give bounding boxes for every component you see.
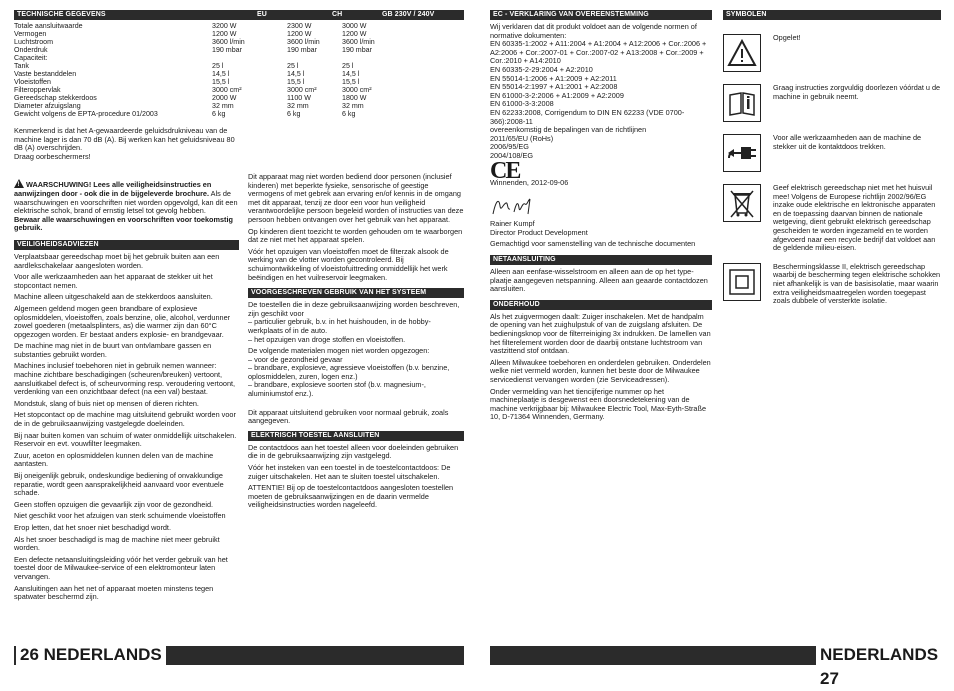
spec-cell-eu: 3200 W	[212, 22, 237, 30]
noise-info	[14, 127, 239, 161]
spec-cell-gb: 6 kg	[342, 110, 356, 118]
connect-list	[248, 444, 464, 510]
col-gb: GB 230V / 240V	[382, 11, 435, 18]
spec-cell-label: Gewicht volgens de EPTA-procedure 01/2003	[14, 110, 158, 118]
ce-mark: CE	[490, 157, 520, 184]
net-text: Alleen aan eenfase-wisselstroom en alleen aan de op het type-plaatje aangegeven netspanning. Alleen aan geaarde contactdozen aansluiten.	[490, 267, 708, 294]
safety-paragraph: Zuur, aceton en oplosmiddelen kunnen delen van de machine aantasten.	[14, 450, 214, 469]
spec-cell-label: Vermogen	[14, 30, 47, 38]
ec-line: EN 61000-3-2:2006 + A1:2009 + A2:2009	[490, 90, 624, 100]
left-page-lang: NEDERLANDS	[43, 645, 162, 664]
safety-paragraph: Mondstuk, slang of buis niet op mensen of dieren richten.	[14, 398, 199, 408]
maintenance-paragraph: Alleen Milwaukee toebehoren en onderdelen gebruiken. Onderdelen welke niet vermeld worden, kunnen het beste door de Milwaukee servicedienst vervangen worden (zie Serviceadressen).	[490, 357, 711, 384]
spec-cell-ch: 32 mm	[287, 102, 309, 110]
intended-use-header: VOORGESCHREVEN GEBRUIK VAN HET SYSTEEM	[248, 288, 464, 298]
symbol-row-manual	[723, 84, 941, 122]
ec-line: overeenkomstig de bepalingen van de richtlijnen	[490, 125, 647, 135]
warning-icon	[723, 34, 761, 72]
spec-cell-label: Luchtstroom	[14, 38, 54, 46]
manual-icon	[723, 84, 761, 122]
safety-paragraph: Het stopcontact op de machine mag uitsluitend gebruikt worden voor de in de gebruiksaanwijzing vastgelegde doeleinden.	[14, 410, 236, 429]
spec-cell-gb: 3000 cm²	[342, 86, 372, 94]
intended-list	[248, 318, 464, 344]
intended-item: – het opzuigen van droge stoffen en vloeistoffen.	[248, 334, 406, 344]
materials-intro: De volgende materialen mogen niet worden opgezogen:	[248, 346, 430, 356]
intended-outro: Dit apparaat uitsluitend gebruiken voor normaal gebruik, zoals aangegeven.	[248, 407, 449, 426]
spec-cell-eu: 190 mbar	[212, 46, 242, 54]
ec-line: Wij verklaren dat dit produkt voldoet aan de volgende normen of normative dokumenten:	[490, 22, 697, 40]
spec-row	[14, 86, 464, 94]
safety-paragraph: De machine mag niet in de buurt van ontvlambare gassen en substanties gebruikt worden.	[14, 341, 212, 359]
maintenance-header: ONDERHOUD	[490, 300, 712, 310]
spec-cell-eu: 25 l	[212, 62, 224, 70]
spec-cell-gb: 1800 W	[342, 94, 367, 102]
mid-paragraphs	[248, 173, 464, 282]
ec-line: EN 60335-2-29:2004 + A2:2010	[490, 64, 593, 74]
warning-icon	[14, 179, 24, 188]
spec-cell-gb: 3600 l/min	[342, 38, 375, 46]
maintenance-paragraph: Als het zuigvermogen daalt: Zuiger inschakelen. Met de handpalm de opening van het zuighulpstuk of van de zuigslang afsluiten. De bedieningsknop voor de filterreiniging 3x indrukken. De lamellen van het filterelement worden door de daarbij ontstane luchtstroom van vastzittend stof ontdaan.	[490, 311, 711, 356]
materials-item: – brandbare, explosieve soorten stof (b.v. magnesium-, aluminiumstof enz.).	[248, 380, 426, 399]
symbol-text-warning: Opgelet!	[773, 33, 801, 42]
intended-item: – particulier gebruik, b.v. in het huishouden, in de hobby-werkplaats of in de auto.	[248, 317, 431, 335]
ec-line: EN 55014-1:2006 + A1:2009 + A2:2011	[490, 73, 617, 83]
left-page-number: 26	[20, 645, 39, 664]
spec-cell-label: Tank	[14, 62, 29, 70]
safety-paragraph: Verplaatsbaar gereedschap moet bij het gebruik buiten aan een aardlekschakelaar aangesloten worden.	[14, 251, 220, 270]
spec-row	[14, 78, 464, 86]
maintenance-list	[490, 313, 712, 422]
noise-text-2: Draag oorbeschermers!	[14, 151, 91, 161]
mid-paragraph: Dit apparaat mag niet worden bediend door personen (inclusief kinderen) met beperkte fysieke, sensorische of geestige vermogens of met gebrek aan ervaring en/of kennis in de omgang met dit apparaat, tenzij ze door een voor hun veiligheid verantwoordelijke persoon begeleid worden of instructies van deze persoon hebben ontvangen over het gebruik van het apparaat.	[248, 172, 464, 224]
spec-row	[14, 46, 464, 54]
spec-cell-label: Onderdruk	[14, 46, 48, 54]
spec-cell-gb: 32 mm	[342, 102, 364, 110]
spec-cell-eu: 1200 W	[212, 30, 237, 38]
spec-cell-eu	[212, 54, 287, 62]
spec-cell-label: Capaciteit:	[14, 54, 48, 62]
safety-paragraph: Niet geschikt voor het afzuigen van sterk schuimende vloeistoffen	[14, 511, 226, 521]
class-ii-icon	[723, 263, 761, 301]
symbol-row-unplug	[723, 134, 941, 172]
spec-cell-eu: 2000 W	[212, 94, 237, 102]
spec-cell-label: Diameter afzuigslang	[14, 102, 81, 110]
spec-cell-gb: 15,5 l	[342, 78, 360, 86]
signer-auth: Gemachtigd voor samenstelling van de technische documenten	[490, 239, 696, 249]
right-column-2	[723, 10, 941, 306]
spec-row	[14, 70, 464, 78]
ec-line: 2011/65/EU (RoHs)	[490, 133, 554, 143]
spec-cell-ch: 25 l	[287, 62, 299, 70]
warning-block	[14, 179, 239, 233]
signer-title: Director Product Development	[490, 227, 588, 237]
spec-cell-label: Gereedschap stekkerdoos	[14, 94, 97, 102]
symbols-header: SYMBOLEN	[723, 10, 941, 20]
spec-cell-eu: 14,5 l	[212, 70, 230, 78]
spec-cell-label: Totale aansluitwaarde	[14, 22, 83, 30]
spec-cell-gb: 25 l	[342, 62, 354, 70]
spec-row	[14, 94, 464, 102]
spec-row	[14, 62, 464, 70]
safety-paragraph: Bij naar buiten komen van schuim of water onmiddellijk uitschakelen. Reservoir en evt. vouwfilter leegmaken.	[14, 430, 237, 449]
spec-cell-eu: 32 mm	[212, 102, 234, 110]
left-page-label	[16, 643, 166, 667]
symbol-text-weee: Geef elektrisch gereedschap niet met het huisvuil mee! Volgens de Europese richtlijn 2002/96/EG inzake oude elektrische en lektronische apparaten en de toepassing daarvan binnen de nationale wetgeving, dient gebruikt elektrisch gereedschap gescheiden te worden ingezameld en te worden afgevoerd naar een recycle bedrijf dat voldoet aan de geldende milieu-eisen.	[773, 183, 936, 253]
safety-paragraph: Bij oneigenlijk gebruik, ondeskundige bediening of onvakkundige reparatie, wordt geen aansprakelijkheid aanvaard voor eventuele schade.	[14, 471, 224, 498]
ec-line: 2006/95/EG	[490, 142, 529, 152]
ec-line: 2004/108/EG	[490, 150, 534, 160]
spec-cell-eu: 3600 l/min	[212, 38, 245, 46]
ec-line: EN 61000-3-3:2008	[490, 99, 554, 109]
col-ch: CH	[332, 11, 343, 18]
ec-list	[490, 23, 712, 161]
right-page-lang: NEDERLANDS	[820, 645, 939, 664]
ec-header: EC - VERKLARING VAN OVEREENSTEMMING	[490, 10, 712, 20]
unplug-icon	[723, 134, 761, 172]
safety-list	[14, 253, 239, 602]
safety-paragraph: Geen stoffen opzuigen die gevaarlijk zijn voor de gezondheid.	[14, 499, 214, 509]
spec-cell-eu: 15,5 l	[212, 78, 230, 86]
safety-paragraph: Machines inclusief toebehoren niet in gebruik nemen wanneer: machine zichtbare beschadigingen (scheuren/breuken) vertoont, aansluitkabel defect is, of scheurvorming resp. veroudering vertoont, verdenking van een onzichtbaar defect (na een val) bestaat.	[14, 361, 236, 397]
right-page-number: 27	[820, 669, 839, 688]
connect-paragraph: De contactdoos aan het toestel alleen voor doeleinden gebruiken die in de gebruiksaanwijzing zijn vastgelegd.	[248, 442, 459, 461]
mid-paragraph: Vóór het opzuigen van vloeistoffen moet de filterzak alsook de werking van de vlotter worden gecontroleerd. Bij schuimontwikkeling of vloeistofuittreding onmiddellijk het werk beëindigen en het vuilreservoir leegmaken.	[248, 246, 449, 282]
spec-row	[14, 110, 464, 118]
spec-row	[14, 38, 464, 46]
spec-cell-ch: 190 mbar	[287, 46, 317, 54]
right-page-label	[816, 643, 954, 691]
safety-header: VEILIGHEIDSADVIEZEN	[14, 240, 239, 250]
safety-paragraph: Een defecte netaansluitingsleiding vóór het verder gebruik van het toestel door de Milwaukee-service of een elektromonteur laten vervangen.	[14, 554, 228, 581]
safety-paragraph: Als het snoer beschadigd is mag de machine niet meer gebruikt worden.	[14, 534, 220, 553]
tech-specs-title: TECHNISCHE GEGEVENS	[17, 11, 106, 18]
weee-bin-icon	[723, 184, 761, 222]
spec-cell-gb: 3000 W	[342, 22, 367, 30]
safety-paragraph: Voor alle werkzaamheden aan het apparaat de stekker uit het stopcontact nemen.	[14, 272, 213, 290]
spec-cell-label: Filteroppervlak	[14, 86, 61, 94]
spec-cell-ch: 3600 l/min	[287, 38, 320, 46]
materials-item: – brandbare, explosieve, agressieve vloeistoffen (b.v. benzine, oplosmiddelen, zuren, logen enz.)	[248, 363, 450, 381]
spec-cell-ch: 6 kg	[287, 110, 301, 118]
net-header: NETAANSLUITING	[490, 255, 712, 265]
left-column-2	[248, 170, 464, 510]
warning-keep: Bewaar alle waarschuwingen en voorschriften voor toekomstig gebruik.	[14, 214, 233, 233]
spec-cell-ch: 14,5 l	[287, 70, 305, 78]
spec-row	[14, 30, 464, 38]
mid-paragraph: Op kinderen dient toezicht te worden gehouden om te waarborgen dat ze niet met het apparaat spelen.	[248, 226, 463, 245]
ec-line: EN 62233:2008, Corrigendum to DIN EN 62233 (VDE 0700-366):2008-11	[490, 107, 685, 126]
col-eu: EU	[257, 11, 267, 18]
spec-row	[14, 102, 464, 110]
spec-cell-ch: 2300 W	[287, 22, 312, 30]
noise-text: Kenmerkend is dat het A-gewaardeerde geluidsdrukniveau van de machine lager is dan 70 dB (A). Bij werken kan het geluidsniveau 80 dB (A) overschrijden.	[14, 126, 235, 153]
symbol-row-class2	[723, 263, 941, 306]
symbol-text-class2: Beschermingsklasse II, elektrisch gereedschap waarbij de bescherming tegen elektrische schokken niet afhankelijk is van de basisisolatie, maar waarin extra veiligheidsmaatregelen worden toegepast zoals dubbele of versterkte isolatie.	[773, 261, 941, 306]
spec-row	[14, 54, 464, 62]
spec-cell-gb: 14,5 l	[342, 70, 360, 78]
signature-image	[490, 194, 550, 218]
symbol-text-manual: Graag instructies zorgvuldig doorlezen vóórdat u de machine in gebruik neemt.	[773, 83, 941, 101]
spec-cell-label: Vloeistoffen	[14, 78, 51, 86]
symbol-row-weee	[723, 184, 941, 253]
safety-paragraph: Machine alleen uitgeschakeld aan de stekkerdoos aansluiten.	[14, 292, 213, 302]
safety-paragraph: Algemeen geldend mogen geen brandbare of explosieve oplosmiddelen, vloeistoffen, zoals benzine, olie, alcohol, verdunner zowel goederen (metaalsplinters, as) die warmer zijn dan 60°C opgezogen worden. Er bestaat anders explosie- en brandgevaar.	[14, 303, 231, 339]
tech-specs-header	[14, 10, 464, 20]
place-date: Winnenden, 2012-09-06	[490, 178, 569, 188]
connect-paragraph: ATTENTIE! Bij op de toestelcontactdoos aangesloten toestellen moeten de gebruiksaanwijzingen en de daarin vermelde veiligheidsinstructies worden nageleefd.	[248, 483, 454, 510]
signer-name: Rainer Kumpf	[490, 219, 535, 229]
spec-cell-ch: 15,5 l	[287, 78, 305, 86]
warning-body: Als de waarschuwingen en voorschriften niet worden opgevolgd, kan dit een elektrische schok, brand of ernstig letsel tot gevolg hebben.	[14, 188, 238, 216]
spec-cell-eu: 3000 cm²	[212, 86, 242, 94]
spec-cell-ch: 3000 cm²	[287, 86, 317, 94]
ec-line: EN 55014-2:1997 + A1:2001 + A2:2008	[490, 82, 618, 92]
intended-intro: De toestellen die in deze gebruiksaanwijzing worden beschreven, zijn geschikt voor	[248, 300, 460, 318]
safety-paragraph: Aansluitingen aan het net of apparaat moeten minstens tegen spatwater beschermd zijn.	[14, 583, 214, 602]
ec-line: EN 60335-1:2002 + A11:2004 + A1:2004 + A12:2006 + Cor.:2006 + A2:2006 + Cor.:2007-01 + Cor.:2007-02 + A13:2008 + Cor.:2009 + Cor.:2010 + A14:2010	[490, 39, 707, 66]
materials-item: – voor de gezondheid gevaar	[248, 354, 343, 364]
spec-cell-gb	[342, 54, 464, 62]
maintenance-paragraph: Onder vermelding van het tiencijferige nummer op het machineplaatje is desgewenst een doorsnedetekening van de machine verkrijgbaar bij: Milwaukee Electric Tool, Max-Eyth-Straße 10, D-71364 Winnenden, Germany.	[490, 386, 707, 422]
spec-cell-ch: 1200 W	[287, 30, 312, 38]
spec-cell-gb: 1200 W	[342, 30, 367, 38]
spec-cell-label: Vaste bestanddelen	[14, 70, 77, 78]
spec-cell-gb: 190 mbar	[342, 46, 372, 54]
tech-specs-table	[14, 22, 464, 118]
connect-header: ELEKTRISCH TOESTEL AANSLUITEN	[248, 431, 464, 441]
warning-title: WAARSCHUWING! Lees alle veiligheidsinstructies en aanwijzingen door - ook die in de bijgeleverde brochure.	[14, 180, 212, 198]
symbol-row-warning	[723, 34, 941, 72]
spec-cell-ch: 1100 W	[287, 94, 311, 102]
spec-cell-eu: 6 kg	[212, 110, 226, 118]
spec-row	[14, 22, 464, 30]
connect-paragraph: Vóór het insteken van een toestel in de toestelcontactdoos: De zuiger uitschakelen. Het aan te sluiten toestel uitschakelen.	[248, 463, 451, 481]
spec-cell-ch	[287, 54, 342, 62]
right-column-1	[490, 10, 712, 422]
materials-list	[248, 356, 464, 399]
safety-paragraph: Erop letten, dat het snoer niet beschadigd wordt.	[14, 522, 171, 532]
symbol-text-unplug: Voor alle werkzaamheden aan de machine de stekker uit de kontaktdoos trekken.	[773, 133, 922, 151]
